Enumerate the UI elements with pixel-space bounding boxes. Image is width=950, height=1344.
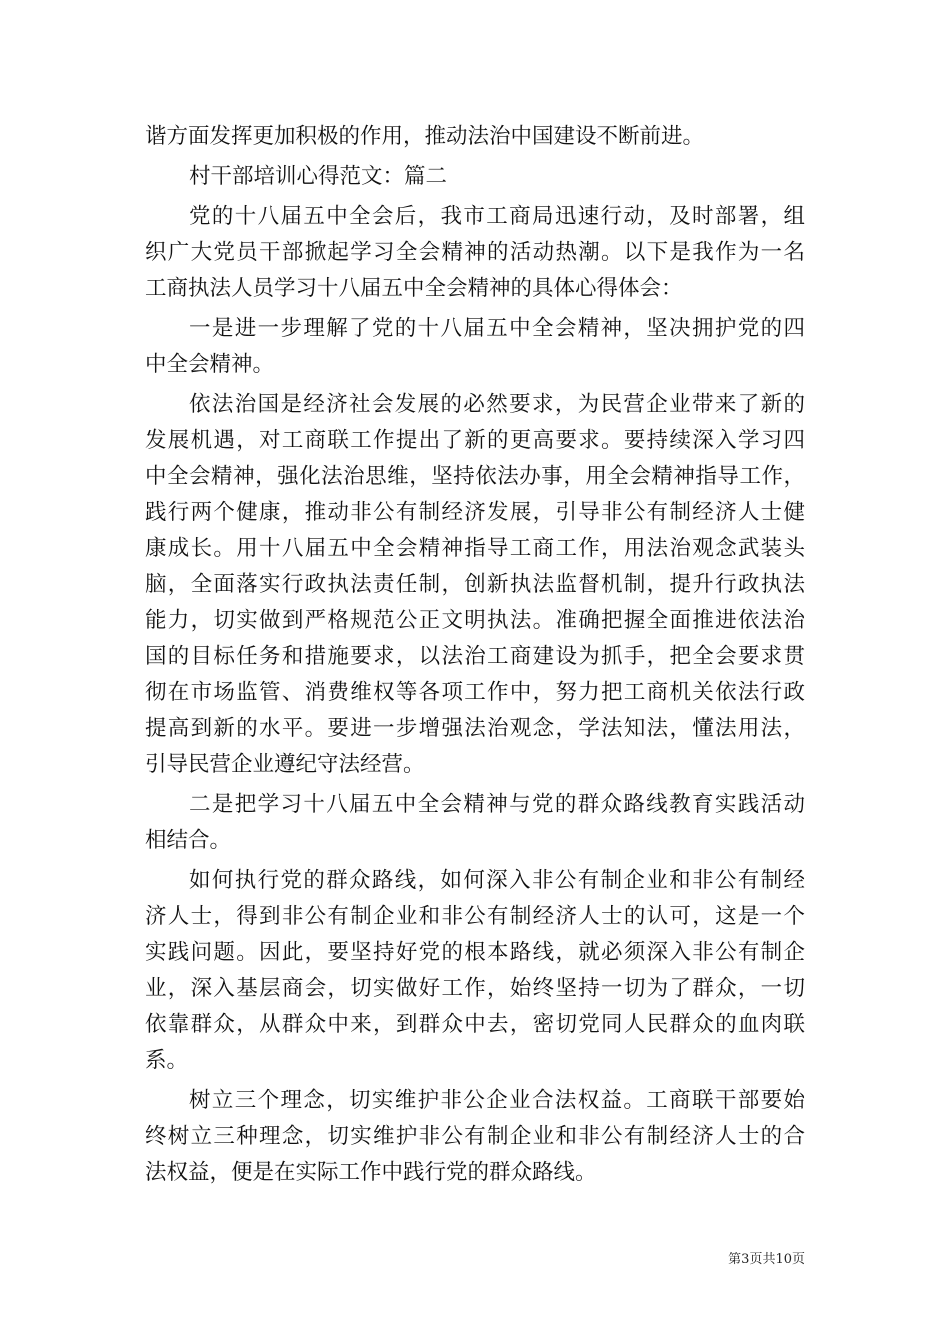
paragraph <box>145 311 805 383</box>
section-heading <box>145 159 805 195</box>
paragraph <box>145 863 805 1079</box>
text-line: 脑，全面落实行政执法责任制，创新执法监督机制，提升行政执法 <box>145 572 805 597</box>
text-line: 济人士，得到非公有制企业和非公有制经济人士的认可，这是一个 <box>145 904 805 929</box>
text-line: 依靠群众，从群众中来，到群众中去，密切党同人民群众的血肉联 <box>145 1012 805 1037</box>
text-line: 引导民营企业遵纪守法经营。 <box>145 752 425 777</box>
text-line: 织广大党员干部掀起学习全会精神的活动热潮。以下是我作为一名 <box>145 240 805 265</box>
text-line: 业，深入基层商会，切实做好工作，始终坚持一切为了群众，一切 <box>145 976 805 1001</box>
text-line: 工商执法人员学习十八届五中全会精神的具体心得体会： <box>145 276 683 301</box>
paragraph <box>145 119 805 155</box>
paragraph <box>145 1083 805 1191</box>
paragraph <box>145 199 805 307</box>
text-line: 谐方面发挥更加积极的作用，推动法治中国建设不断前进。 <box>145 124 705 149</box>
text-line: 如何执行党的群众路线，如何深入非公有制企业和非公有制经 <box>189 868 805 893</box>
paragraph <box>145 387 805 783</box>
text-line: 中全会精神，强化法治思维，坚持依法办事，用全会精神指导工作， <box>145 464 805 489</box>
text-line: 能力，切实做到严格规范公正文明执法。准确把握全面推进依法治 <box>145 608 805 633</box>
text-line: 村干部培训心得范文：篇二 <box>189 164 448 189</box>
text-line: 国的目标任务和措施要求，以法治工商建设为抓手，把全会要求贯 <box>145 644 805 669</box>
text-line: 树立三个理念，切实维护非公企业合法权益。工商联干部要始 <box>189 1088 805 1113</box>
text-line: 二是把学习十八届五中全会精神与党的群众路线教育实践活动 <box>189 792 805 817</box>
text-line: 终树立三种理念，切实维护非公有制企业和非公有制经济人士的合 <box>145 1124 805 1149</box>
page-number: 第3页共10页 <box>728 1252 805 1267</box>
text-line: 康成长。用十八届五中全会精神指导工商工作，用法治观念武装头 <box>145 536 805 561</box>
document-body <box>145 119 805 1195</box>
text-line: 法权益，便是在实际工作中践行党的群众路线。 <box>145 1160 597 1185</box>
text-line: 践行两个健康，推动非公有制经济发展，引导非公有制经济人士健 <box>145 500 805 525</box>
text-line: 发展机遇，对工商联工作提出了新的更高要求。要持续深入学习四 <box>145 428 805 453</box>
text-line: 彻在市场监管、消费维权等各项工作中，努力把工商机关依法行政 <box>145 680 805 705</box>
paragraph <box>145 787 805 859</box>
text-line: 系。 <box>145 1048 189 1073</box>
text-line: 中全会精神。 <box>145 352 275 377</box>
text-line: 提高到新的水平。要进一步增强法治观念，学法知法，懂法用法， <box>145 716 805 741</box>
text-line: 依法治国是经济社会发展的必然要求，为民营企业带来了新的 <box>189 392 805 417</box>
text-line: 相结合。 <box>145 828 232 853</box>
text-line: 一是进一步理解了党的十八届五中全会精神，坚决拥护党的四 <box>189 316 805 341</box>
text-line: 实践问题。因此，要坚持好党的根本路线，就必须深入非公有制企 <box>145 940 805 965</box>
text-line: 党的十八届五中全会后，我市工商局迅速行动，及时部署，组 <box>189 204 805 229</box>
